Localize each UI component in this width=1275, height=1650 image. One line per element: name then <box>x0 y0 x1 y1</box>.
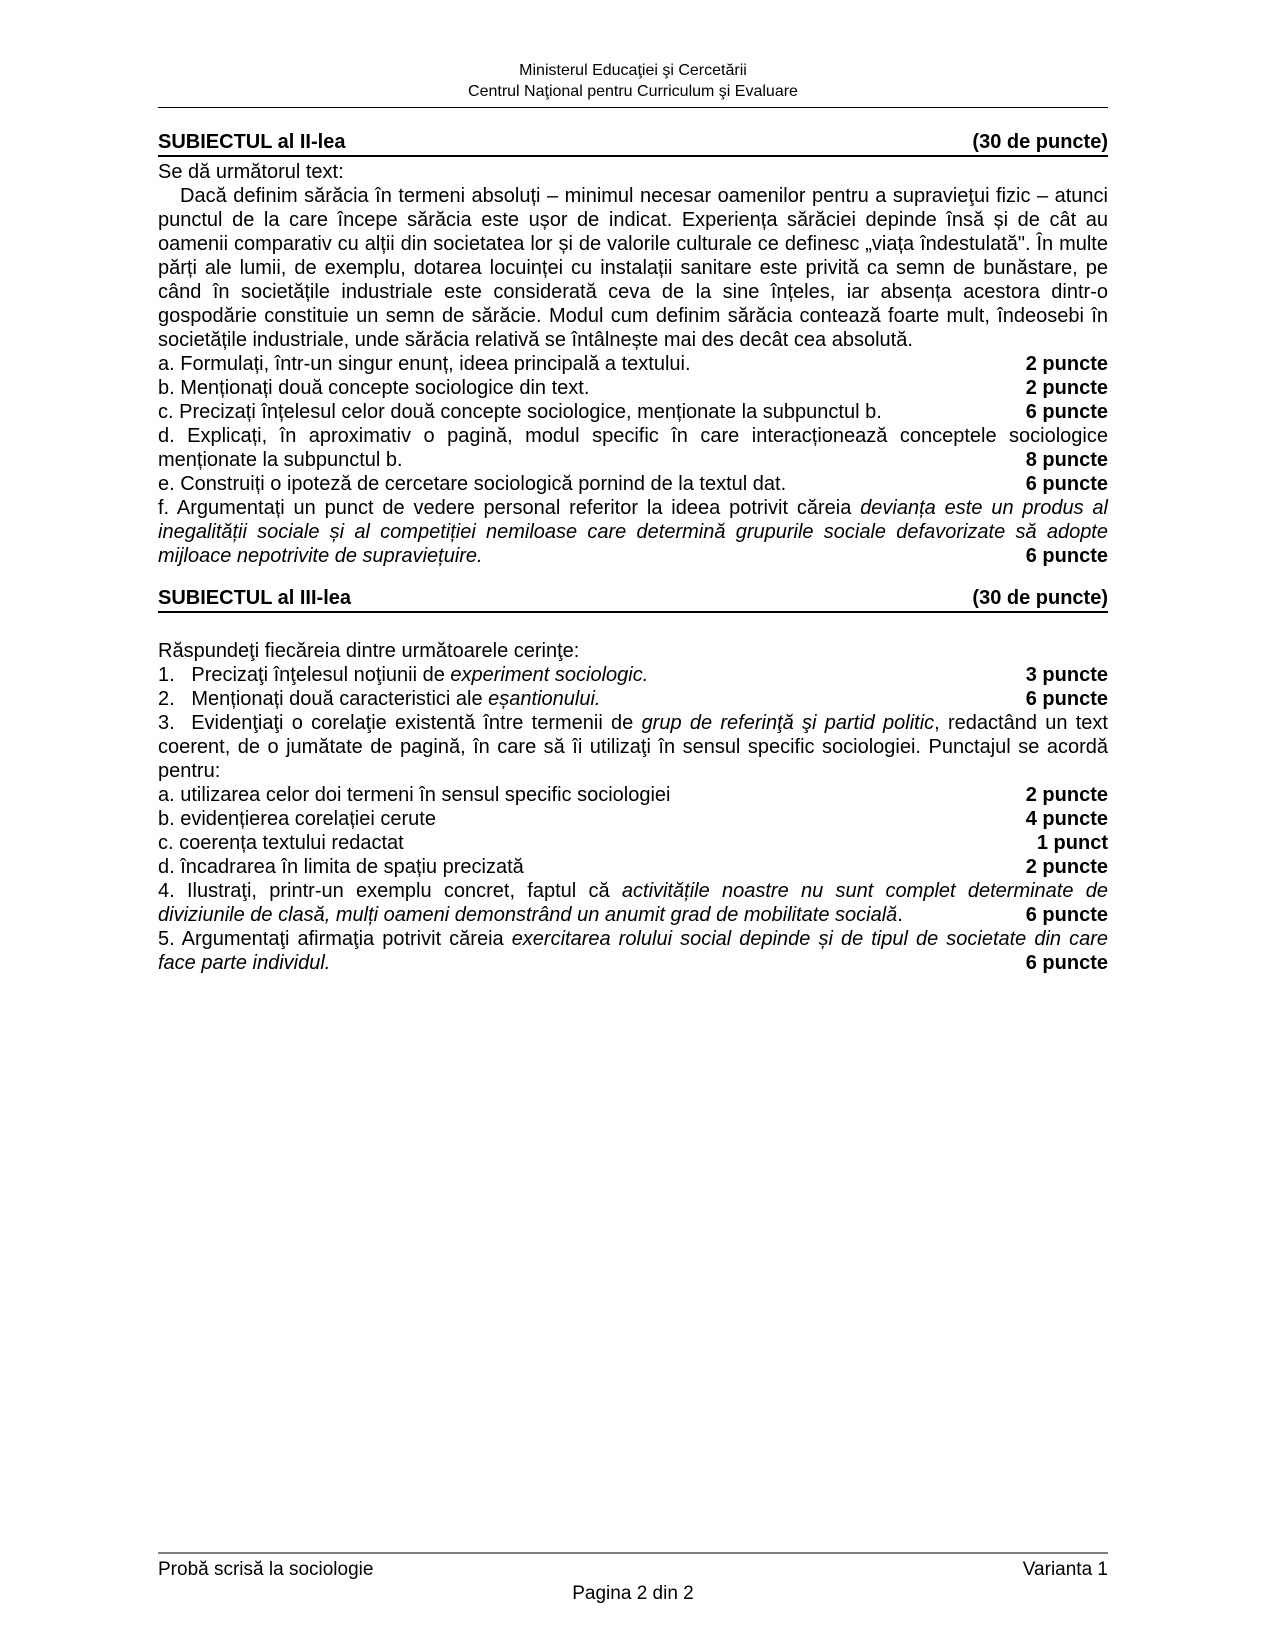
header-rule <box>158 107 1108 108</box>
requirement-row <box>158 831 1108 855</box>
requirement-segment: 5. Argumentaţi afirmaţia potrivit căreia <box>158 928 512 950</box>
footer-page-number: Pagina 2 din 2 <box>572 1583 694 1604</box>
requirement-points: 2 puncte <box>1025 353 1108 375</box>
requirement-text <box>158 927 1108 975</box>
requirement-row <box>158 424 1108 472</box>
header-org-line1: Ministerul Educaţiei şi Cercetării <box>519 62 747 79</box>
requirement-text <box>158 472 786 496</box>
requirement-segment: a. utilizarea celor doi termeni în sensul specific sociologiei <box>158 784 671 806</box>
requirement-segment: a. Formulați, într-un singur enunț, ideea principală a textului. <box>158 353 691 375</box>
section2-title: SUBIECTUL al II-lea <box>158 131 346 153</box>
requirement-row <box>158 711 1108 783</box>
requirement-text <box>158 400 882 424</box>
requirement-points: 6 puncte <box>1025 401 1108 423</box>
requirement-segment: exercitarea rolului social depinde și de tipul de societate din care face parte individul. <box>158 928 1108 974</box>
section3-title: SUBIECTUL al III-lea <box>158 587 352 609</box>
requirement-text <box>158 855 524 879</box>
requirement-segment: , redactând un text coerent, de o jumătate de pagină, în care să îi utilizaţi în sensul specific sociologiei. Punctajul se acordă pentru: <box>158 712 1108 782</box>
section3-requirements <box>158 663 1108 975</box>
requirement-text <box>158 352 691 376</box>
footer-exam-name: Probă scrisă la sociologie <box>158 1559 374 1580</box>
requirement-segment: b. evidențierea corelației cerute <box>158 808 436 830</box>
requirement-text <box>158 879 1108 927</box>
section3-title-row <box>158 586 1108 613</box>
requirement-segment: 3. Evidenţiaţi o corelaţie existentă între termenii de <box>158 712 642 734</box>
requirement-text <box>158 807 436 831</box>
requirement-row <box>158 496 1108 568</box>
section2-intro: Se dă următorul text: <box>158 161 344 183</box>
requirement-row <box>158 376 1108 400</box>
requirement-segment: b. Menționați două concepte sociologice din text. <box>158 377 590 399</box>
requirement-segment: 4. Ilustraţi, printr-un exemplu concret, faptul că <box>158 880 622 902</box>
requirement-row <box>158 855 1108 879</box>
footer-row <box>158 1554 1108 1581</box>
requirement-points: 6 puncte <box>1025 952 1108 974</box>
requirement-points: 8 puncte <box>1025 449 1108 471</box>
requirement-points: 6 puncte <box>1025 688 1108 710</box>
document-header <box>158 0 1108 102</box>
requirement-text <box>158 663 648 687</box>
requirement-segment: devianța este un produs al inegalității sociale și al competiției nemiloase care determină grupurile sociale defavorizate să adopte mijloace nepotrivite de supraviețuire. <box>158 497 1108 567</box>
section3-intro: Răspundeţi fiecăreia dintre următoarele cerinţe: <box>158 640 580 662</box>
requirement-segment: 1. Precizaţi înţelesul noţiunii de <box>158 664 451 686</box>
requirement-row <box>158 663 1108 687</box>
requirement-text <box>158 496 1108 568</box>
requirement-segment: d. încadrarea în limita de spațiu precizată <box>158 856 524 878</box>
requirement-points: 2 puncte <box>1025 784 1108 806</box>
requirement-points: 3 puncte <box>1025 664 1108 686</box>
requirement-row <box>158 352 1108 376</box>
requirement-segment: d. Explicați, în aproximativ o pagină, modul specific în care interacționează conceptele sociologice menționate la subpunctul b. <box>158 425 1108 471</box>
requirement-segment: 2. Menționați două caracteristici ale <box>158 688 489 710</box>
header-org-line2: Centrul Naţional pentru Curriculum şi Evaluare <box>468 83 798 100</box>
requirement-points: 6 puncte <box>1025 904 1108 926</box>
requirement-row <box>158 687 1108 711</box>
page-content <box>158 0 1108 975</box>
requirement-row <box>158 783 1108 807</box>
requirement-row <box>158 879 1108 927</box>
requirement-segment: e. Construiți o ipoteză de cercetare sociologică pornind de la textul dat. <box>158 473 787 495</box>
requirement-row <box>158 927 1108 975</box>
requirement-row <box>158 400 1108 424</box>
requirement-segment: f. Argumentați un punct de vedere personal referitor la ideea potrivit căreia <box>158 497 861 519</box>
requirement-text <box>158 711 1108 783</box>
requirement-segment: c. coerența textului redactat <box>158 832 404 854</box>
requirement-text <box>158 424 1108 472</box>
requirement-text <box>158 783 670 807</box>
requirement-points: 4 puncte <box>1025 808 1108 830</box>
section2-requirements <box>158 352 1108 568</box>
requirement-segment: . <box>897 904 903 926</box>
quote-paragraph: Dacă definim sărăcia în termeni absoluți – minimul necesar oamenilor pentru a supravieţui fizic – atunci punctul de la care începe sărăcia este ușor de indicat. Experiența sărăciei depinde însă și de cât au oamenii comparativ cu alții din societatea lor și de valorile culturale ce definesc „viața îndestulată". În multe părți ale lumii, de exemplu, dotarea locuinței cu instalații sanitare este privită ca semn de bunăstare, pe când în societățile industriale este considerată ceva de la sine înțeles, iar absența acestora dintr-o gospodărie constituie un semn de sărăcie. Modul cum definim sărăcia contează foarte mult, îndeosebi în societățile industriale, unde sărăcia relativă se întâlnește mai des decât cea absolută. <box>158 185 1108 351</box>
requirement-points: 2 puncte <box>1025 377 1108 399</box>
requirement-points: 1 punct <box>1036 832 1108 854</box>
requirement-row <box>158 472 1108 496</box>
section2-points-total: (30 de puncte) <box>972 131 1108 153</box>
requirement-points: 2 puncte <box>1025 856 1108 878</box>
requirement-segment: grup de referinţă şi partid politic <box>641 712 935 734</box>
footer-variant: Varianta 1 <box>1022 1559 1108 1580</box>
requirement-segment: c. Precizați înțelesul celor două concepte sociologice, menționate la subpunctul b. <box>158 401 882 423</box>
requirement-segment: activitățile noastre nu sunt complet determinate de diviziunile de clasă, mulți oameni demonstrând un anumit grad de mobilitate socială <box>158 880 1108 926</box>
requirement-text <box>158 687 600 711</box>
requirement-segment: experiment sociologic. <box>450 664 649 686</box>
section3-points-total: (30 de puncte) <box>972 587 1108 609</box>
requirement-row <box>158 807 1108 831</box>
page-footer <box>158 1552 1108 1605</box>
requirement-text <box>158 376 589 400</box>
requirement-points: 6 puncte <box>1025 545 1108 567</box>
requirement-segment: eșantionului. <box>488 688 601 710</box>
requirement-text <box>158 831 404 855</box>
requirement-points: 6 puncte <box>1025 473 1108 495</box>
section2-title-row <box>158 130 1108 157</box>
